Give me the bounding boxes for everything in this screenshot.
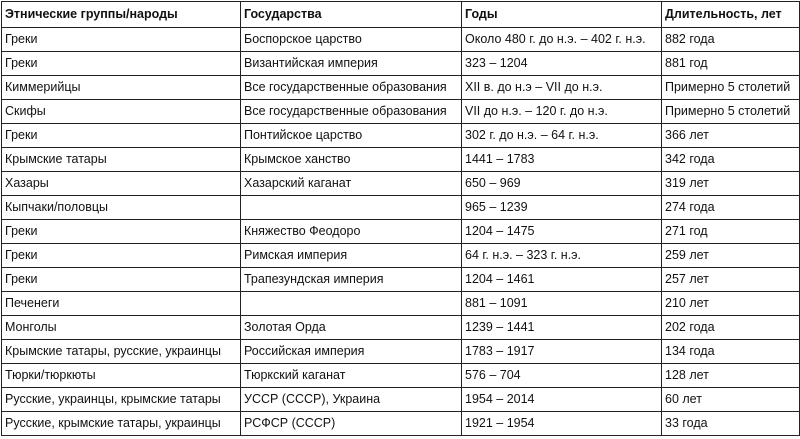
table-body [2, 28, 800, 436]
table-row [2, 172, 800, 196]
cell-ethnic-group: Греки [2, 124, 241, 148]
table-row [2, 364, 800, 388]
table-row [2, 196, 800, 220]
cell-state: Золотая Орда [241, 316, 462, 340]
cell-years: XII в. до н.э – VII до н.э. [462, 76, 662, 100]
cell-duration: 274 года [662, 196, 800, 220]
cell-ethnic-group: Монголы [2, 316, 241, 340]
cell-duration: 60 лет [662, 388, 800, 412]
cell-years: 576 – 704 [462, 364, 662, 388]
cell-ethnic-group: Кыпчаки/половцы [2, 196, 241, 220]
cell-duration: 128 лет [662, 364, 800, 388]
cell-state: Хазарский каганат [241, 172, 462, 196]
cell-state: РСФСР (СССР) [241, 412, 462, 436]
cell-duration: 882 года [662, 28, 800, 52]
cell-state [241, 292, 462, 316]
cell-duration: 319 лет [662, 172, 800, 196]
table-row [2, 244, 800, 268]
cell-duration: 271 год [662, 220, 800, 244]
cell-years: 64 г. н.э. – 323 г. н.э. [462, 244, 662, 268]
cell-years: 1204 – 1475 [462, 220, 662, 244]
cell-state: Все государственные образования [241, 76, 462, 100]
cell-ethnic-group: Греки [2, 244, 241, 268]
cell-years: 1239 – 1441 [462, 316, 662, 340]
cell-state: Крымское ханство [241, 148, 462, 172]
cell-state: Тюркский каганат [241, 364, 462, 388]
table-row [2, 388, 800, 412]
cell-state: Понтийское царство [241, 124, 462, 148]
cell-ethnic-group: Греки [2, 268, 241, 292]
cell-duration: 881 год [662, 52, 800, 76]
table-row [2, 52, 800, 76]
table-row [2, 340, 800, 364]
header-duration: Длительность, лет [662, 2, 800, 28]
cell-duration: 202 года [662, 316, 800, 340]
cell-state: Боспорское царство [241, 28, 462, 52]
cell-duration: 259 лет [662, 244, 800, 268]
cell-state: УССР (СССР), Украина [241, 388, 462, 412]
cell-state: Княжество Феодоро [241, 220, 462, 244]
cell-duration: 342 года [662, 148, 800, 172]
cell-years: 1204 – 1461 [462, 268, 662, 292]
header-ethnic-groups: Этнические группы/народы [2, 2, 241, 28]
cell-years: 302 г. до н.э. – 64 г. н.э. [462, 124, 662, 148]
cell-state [241, 196, 462, 220]
cell-ethnic-group: Крымские татары, русские, украинцы [2, 340, 241, 364]
cell-ethnic-group: Киммерийцы [2, 76, 241, 100]
cell-state: Все государственные образования [241, 100, 462, 124]
cell-state: Римская империя [241, 244, 462, 268]
table-row [2, 268, 800, 292]
cell-duration: 257 лет [662, 268, 800, 292]
cell-years: 650 – 969 [462, 172, 662, 196]
cell-ethnic-group: Хазары [2, 172, 241, 196]
cell-ethnic-group: Тюрки/тюркюты [2, 364, 241, 388]
cell-years: Около 480 г. до н.э. – 402 г. н.э. [462, 28, 662, 52]
table-row [2, 412, 800, 436]
table-row [2, 220, 800, 244]
table-row [2, 292, 800, 316]
table-header-row [2, 2, 800, 28]
cell-ethnic-group: Печенеги [2, 292, 241, 316]
cell-duration: 33 года [662, 412, 800, 436]
cell-state: Трапезундская империя [241, 268, 462, 292]
table-row [2, 28, 800, 52]
cell-duration: Примерно 5 столетий [662, 100, 800, 124]
cell-years: 965 – 1239 [462, 196, 662, 220]
table-row [2, 124, 800, 148]
cell-duration: Примерно 5 столетий [662, 76, 800, 100]
cell-state: Византийская империя [241, 52, 462, 76]
table-row [2, 148, 800, 172]
table-row [2, 100, 800, 124]
cell-ethnic-group: Греки [2, 28, 241, 52]
cell-years: 1783 – 1917 [462, 340, 662, 364]
cell-ethnic-group: Русские, украинцы, крымские татары [2, 388, 241, 412]
header-states: Государства [241, 2, 462, 28]
cell-ethnic-group: Скифы [2, 100, 241, 124]
cell-ethnic-group: Греки [2, 220, 241, 244]
history-table-container [1, 1, 799, 438]
cell-ethnic-group: Греки [2, 52, 241, 76]
history-table [1, 1, 800, 436]
cell-years: 323 – 1204 [462, 52, 662, 76]
cell-duration: 134 года [662, 340, 800, 364]
header-years: Годы [462, 2, 662, 28]
cell-years: VII до н.э. – 120 г. до н.э. [462, 100, 662, 124]
cell-years: 1441 – 1783 [462, 148, 662, 172]
cell-ethnic-group: Русские, крымские татары, украинцы [2, 412, 241, 436]
table-row [2, 316, 800, 340]
cell-years: 881 – 1091 [462, 292, 662, 316]
cell-duration: 210 лет [662, 292, 800, 316]
cell-duration: 366 лет [662, 124, 800, 148]
cell-years: 1954 – 2014 [462, 388, 662, 412]
cell-ethnic-group: Крымские татары [2, 148, 241, 172]
table-row [2, 76, 800, 100]
cell-years: 1921 – 1954 [462, 412, 662, 436]
cell-state: Российская империя [241, 340, 462, 364]
